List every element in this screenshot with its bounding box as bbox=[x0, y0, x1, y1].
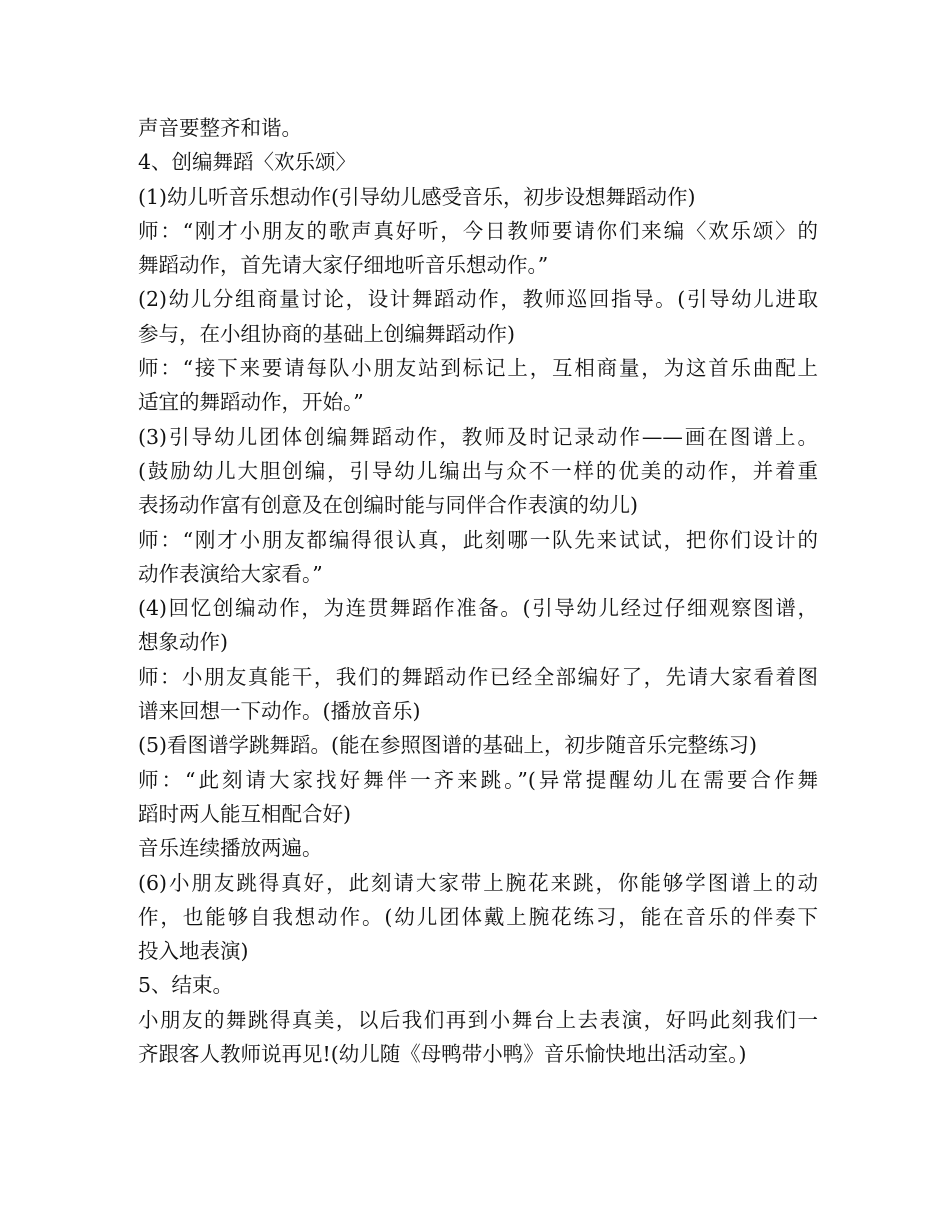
text-line: 小朋友的舞跳得真美，以后我们再到小舞台上去表演，好吗此刻我们一 bbox=[138, 1007, 818, 1032]
section-heading: 5、结束。 bbox=[138, 973, 234, 998]
text-line: 想象动作) bbox=[138, 630, 228, 655]
text-line: (6)小朋友跳得真好，此刻请大家带上腕花来跳，你能够学图谱上的动 bbox=[138, 870, 818, 895]
text-line: 音乐连续播放两遍。 bbox=[138, 836, 323, 861]
text-line: 蹈时两人能互相配合好) bbox=[138, 801, 351, 826]
text-line: (1)幼儿听音乐想动作(引导幼儿感受音乐，初步设想舞蹈动作) bbox=[138, 184, 696, 209]
text-line: 师：“接下来要请每队小朋友站到标记上，互相商量，为这首乐曲配上 bbox=[138, 356, 818, 381]
text-line: 适宜的舞蹈动作，开始。” bbox=[138, 390, 364, 415]
document-body bbox=[138, 111, 818, 1071]
text-line: (2)幼儿分组商量讨论，设计舞蹈动作，教师巡回指导。(引导幼儿进取 bbox=[138, 287, 818, 312]
text-line: 谱来回想一下动作。(播放音乐) bbox=[138, 699, 421, 724]
text-line: 师：“刚才小朋友的歌声真好听，今日教师要请你们来编〈欢乐颂〉的 bbox=[138, 218, 818, 243]
text-line: 参与，在小组协商的基础上创编舞蹈动作) bbox=[138, 321, 515, 346]
section-heading: 4、创编舞蹈〈欢乐颂〉 bbox=[138, 150, 357, 175]
text-line: 师：“此刻请大家找好舞伴一齐来跳。”(异常提醒幼儿在需要合作舞 bbox=[138, 767, 818, 792]
text-line: 声音要整齐和谐。 bbox=[138, 116, 302, 140]
text-line: 动作表演给大家看。” bbox=[138, 561, 323, 586]
text-line: 投入地表演) bbox=[138, 939, 249, 964]
text-line: (3)引导幼儿团体创编舞蹈动作，教师及时记录动作——画在图谱上。 bbox=[138, 424, 818, 449]
text-line: (鼓励幼儿大胆创编，引导幼儿编出与众不一样的优美的动作，并着重 bbox=[138, 458, 818, 483]
text-line: 作，也能够自我想动作。(幼儿团体戴上腕花练习，能在音乐的伴奏下 bbox=[138, 904, 818, 929]
text-line: 表扬动作富有创意及在创编时能与同伴合作表演的幼儿) bbox=[138, 493, 638, 518]
text-line: (4)回忆创编动作，为连贯舞蹈作准备。(引导幼儿经过仔细观察图谱， bbox=[138, 596, 818, 621]
text-line: 师：小朋友真能干，我们的舞蹈动作已经全部编好了，先请大家看着图 bbox=[138, 664, 818, 689]
text-line: (5)看图谱学跳舞蹈。(能在参照图谱的基础上，初步随音乐完整练习) bbox=[138, 733, 758, 758]
text-line: 齐跟客人教师说再见!(幼儿随《母鸭带小鸭》音乐愉快地出活动室。) bbox=[138, 1042, 747, 1067]
text-line: 舞蹈动作，首先请大家仔细地听音乐想动作。” bbox=[138, 253, 549, 278]
text-line: 师：“刚才小朋友都编得很认真，此刻哪一队先来试试，把你们设计的 bbox=[138, 527, 818, 552]
